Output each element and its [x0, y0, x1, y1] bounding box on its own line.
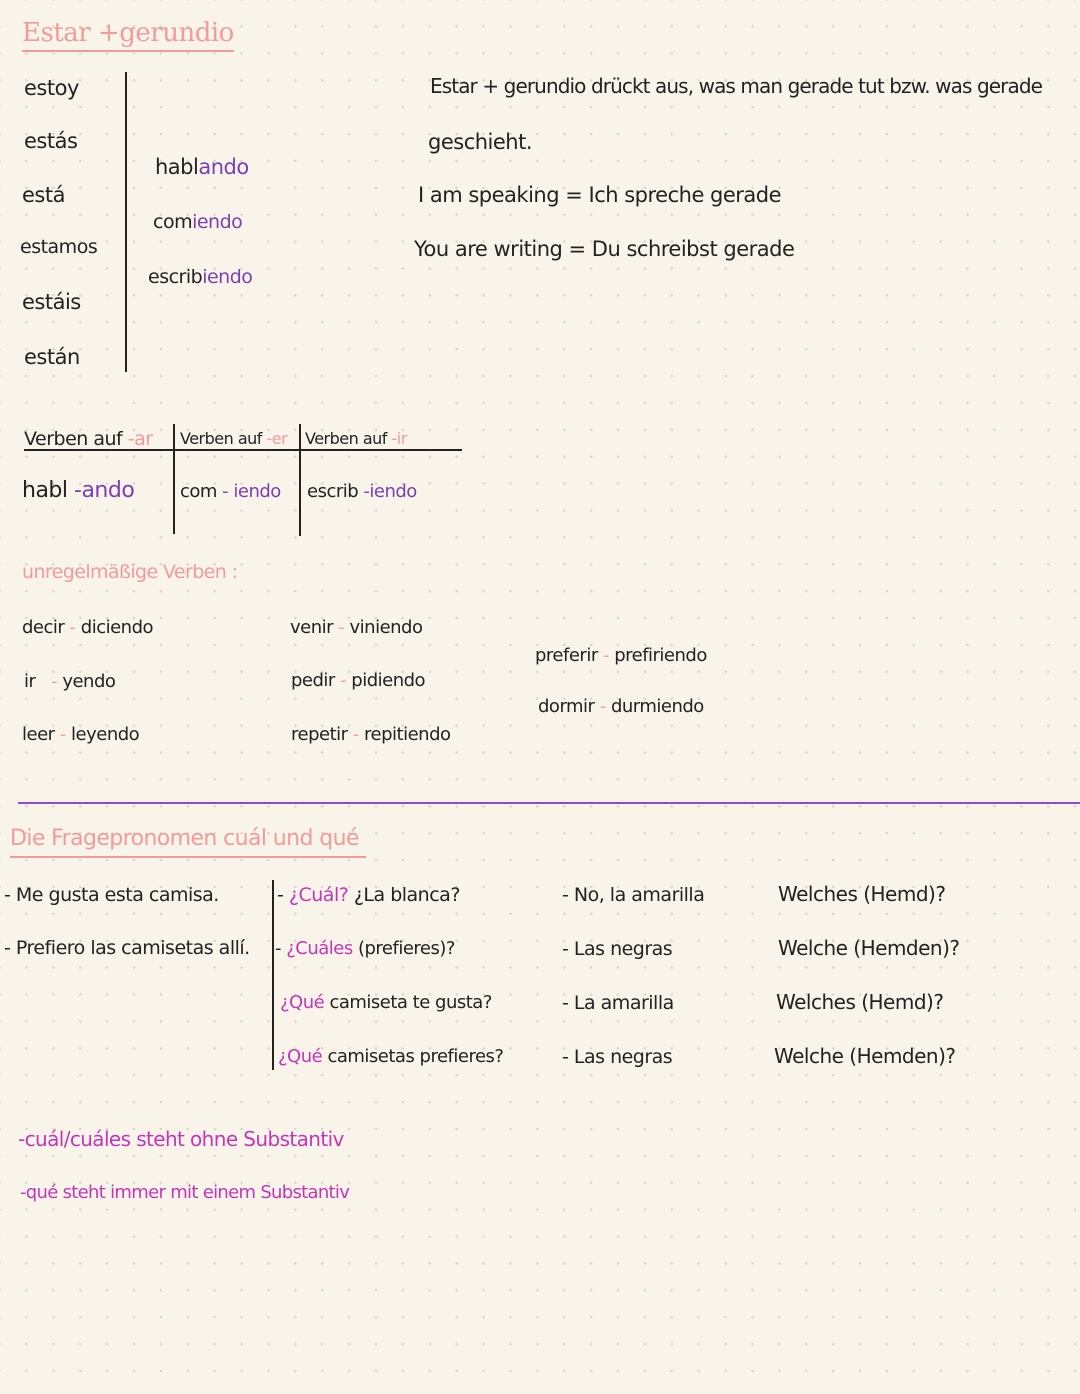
translation-4: Welche (Hemden)? — [774, 1044, 956, 1068]
pronoun-estais: estáis — [22, 290, 81, 314]
explanation-line-2: geschieht. — [428, 130, 533, 154]
endings-cell-ir: escrib -iendo — [307, 481, 417, 502]
gerund-escribiendo: escribiendo — [148, 266, 253, 288]
section-title-estar-gerundio: Estar +gerundio — [22, 20, 234, 52]
pronoun-estas: estás — [24, 129, 78, 153]
section-separator — [18, 802, 1080, 804]
endings-cell-er: com - iendo — [180, 481, 281, 502]
statement-prefiero: - Prefiero las camisetas allí. — [4, 937, 250, 959]
section-title-fragepronomen: Die Fragepronomen cuál und qué — [10, 828, 366, 858]
irregular-decir: decir - diciendo — [22, 617, 154, 638]
rule-cual: -cuál/cuáles steht ohne Substantiv — [18, 1127, 344, 1151]
gerund-comiendo: comiendo — [153, 211, 243, 233]
statement-me-gusta: - Me gusta esta camisa. — [4, 884, 219, 906]
answer-2: - Las negras — [562, 938, 673, 960]
irregular-venir: venir - viniendo — [290, 617, 423, 638]
answer-4: - Las negras — [562, 1046, 673, 1068]
gerund-hablando: hablando — [155, 155, 249, 179]
pronoun-divider — [125, 72, 127, 372]
irregular-repetir: repetir - repitiendo — [291, 724, 451, 745]
question-que-camisetas: ¿Qué camisetas prefieres? — [278, 1046, 504, 1067]
example-speaking: I am speaking = Ich spreche gerade — [418, 183, 782, 207]
example-writing: You are writing = Du schreibst gerade — [414, 237, 795, 261]
translation-3: Welches (Hemd)? — [776, 990, 944, 1014]
pronoun-estan: están — [24, 345, 80, 369]
irregular-ir: ir - yendo — [24, 671, 116, 692]
question-cuales: - ¿Cuáles (prefieres)? — [275, 938, 455, 959]
answer-1: - No, la amarilla — [562, 884, 705, 906]
pronoun-esta: está — [22, 183, 65, 207]
answer-3: - La amarilla — [562, 992, 674, 1014]
endings-cell-ar: habl -ando — [22, 478, 135, 503]
pronoun-estamos: estamos — [20, 236, 98, 258]
irregular-dormir: dormir - durmiendo — [538, 696, 704, 717]
rule-que: -qué steht immer mit einem Substantiv — [20, 1182, 350, 1203]
endings-header-er: Verben auf -er — [180, 429, 288, 448]
endings-table-col-divider-2 — [299, 424, 301, 536]
irregular-leer: leer - leyendo — [22, 724, 140, 745]
translation-2: Welche (Hemden)? — [778, 936, 960, 960]
pronoun-estoy: estoy — [24, 76, 79, 100]
endings-table-col-divider-1 — [173, 424, 175, 534]
endings-header-ar: Verben auf -ar — [24, 428, 153, 450]
irregular-pedir: pedir - pidiendo — [291, 670, 426, 691]
endings-header-ir: Verben auf -ir — [305, 429, 407, 448]
question-cual: - ¿Cuál? ¿La blanca? — [277, 884, 460, 906]
question-divider — [272, 880, 274, 1070]
question-que-camiseta: ¿Qué camiseta te gusta? — [280, 992, 492, 1013]
irregular-preferir: preferir - prefiriendo — [535, 645, 707, 666]
explanation-line-1: Estar + gerundio drückt aus, was man gerade tut bzw. was gerade — [430, 74, 1043, 98]
irregular-verbs-title: unregelmäßige Verben : — [22, 561, 238, 583]
translation-1: Welches (Hemd)? — [778, 882, 946, 906]
